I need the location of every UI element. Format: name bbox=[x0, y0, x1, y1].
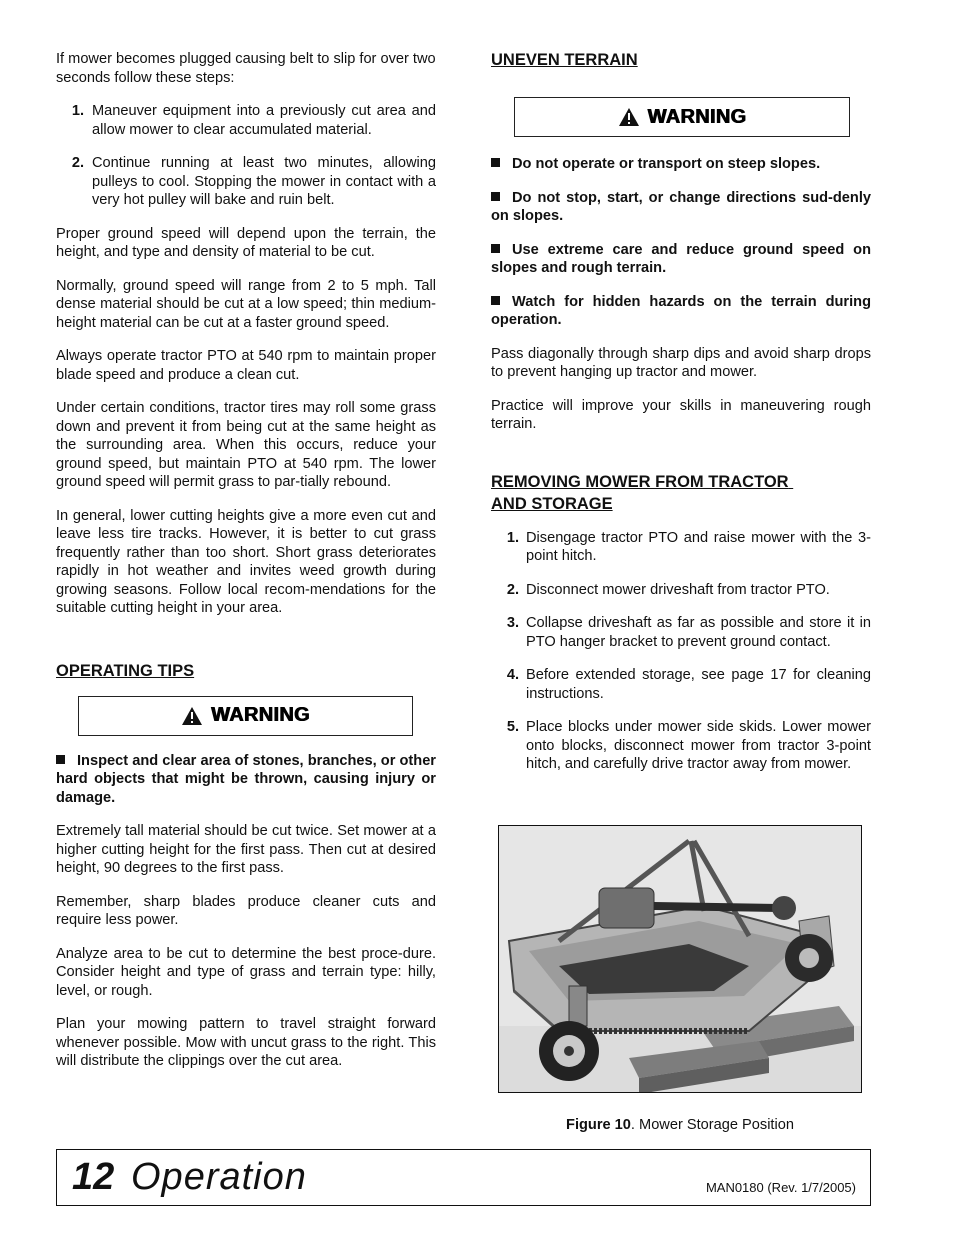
paragraph: Extremely tall material should be cut twice. Set mower at a higher cutting height for the first pass. Then cut at desired height, 90 degrees to the first pass. bbox=[56, 823, 436, 876]
page-footer bbox=[56, 1149, 871, 1206]
safety-bullet: Inspect and clear area of stones, branches, or other hard objects that might be thrown, causing injury or damage. bbox=[56, 752, 436, 806]
paragraph: In general, lower cutting heights give a more even cut and leave less tire tracks. However, it is better to cut grass frequently rather than too short. Short grass deteriorates rapidly in hot weather and invites weed growth during growing seasons. Follow local recom-mendations for the suitable cutting height in your area. bbox=[56, 507, 436, 616]
list-item: 2. Continue running at least two minutes, allowing pulleys to cool. Stopping the mower in contact with a very hot pulley will bake and ruin belt. bbox=[71, 155, 436, 208]
intro-paragraph: If mower becomes plugged causing belt to slip for over two seconds follow these steps: bbox=[56, 51, 436, 86]
bullet-square-icon bbox=[491, 158, 500, 167]
warning-box bbox=[78, 696, 413, 736]
uneven-terrain-heading: UNEVEN TERRAIN bbox=[491, 51, 638, 69]
bullet-square-icon bbox=[491, 192, 500, 201]
warning-label: WARNING bbox=[211, 704, 310, 726]
paragraph: Always operate tractor PTO at 540 rpm to maintain proper blade speed and produce a clean cut. bbox=[56, 348, 436, 383]
warning-triangle-icon bbox=[618, 107, 640, 127]
paragraph: Normally, ground speed will range from 2 to 5 mph. Tall dense material should be cut at a low speed; thin medium-height material can be cut at a faster ground speed. bbox=[56, 277, 436, 331]
operating-tips-heading: OPERATING TIPS bbox=[56, 661, 195, 680]
mower-illustration bbox=[499, 826, 862, 1093]
document-id: MAN0180 (Rev. 1/7/2005) bbox=[705, 1180, 856, 1195]
warning-box bbox=[514, 97, 850, 137]
bullet-square-icon bbox=[491, 296, 500, 305]
paragraph: Proper ground speed will depend upon the terrain, the height, and type and density of material to be cut. bbox=[56, 225, 436, 260]
safety-bullet: Use extreme care and reduce ground speed on slopes and rough terrain. bbox=[491, 241, 871, 276]
warning-label: WARNING bbox=[647, 105, 747, 128]
list-item: 4. Before extended storage, see page 17 for cleaning instructions. bbox=[506, 667, 871, 702]
list-item: 5. Place blocks under mower side skids. Lower mower onto blocks, disconnect mower from tractor 3-point hitch, and carefully drive tractor away from mower. bbox=[506, 719, 871, 772]
list-item: 2. Disconnect mower driveshaft from tractor PTO. bbox=[506, 581, 830, 598]
list-item: 1. Maneuver equipment into a previously cut area and allow mower to clear accumulated material. bbox=[71, 103, 436, 138]
safety-bullet: Watch for hidden hazards on the terrain during operation. bbox=[491, 293, 871, 328]
right-column bbox=[491, 50, 871, 789]
paragraph: Under certain conditions, tractor tires may roll some grass down and prevent it from being cut at the same height as the surrounding area. When this occurs, reduce your ground speed, but maintain PTO at 540 rpm. The lower ground speed will permit grass to par-tially rebound. bbox=[56, 400, 436, 490]
left-column bbox=[56, 50, 436, 1086]
paragraph: Practice will improve your skills in maneuvering rough terrain. bbox=[491, 397, 871, 432]
safety-bullet: Do not operate or transport on steep slopes. bbox=[491, 155, 871, 174]
bullet-square-icon bbox=[491, 244, 500, 253]
list-item: 3. Collapse driveshaft as far as possible and store it in PTO hanger bracket to prevent ground contact. bbox=[506, 615, 871, 650]
paragraph: Pass diagonally through sharp dips and avoid sharp drops to prevent hanging up tractor and mower. bbox=[491, 345, 871, 380]
paragraph: Analyze area to be cut to determine the best proce-dure. Consider height and type of grass and terrain type: hilly, level, or rough. bbox=[56, 945, 436, 999]
paragraph: Plan your mowing pattern to travel straight forward whenever possible. Mow with uncut grass to the right. This will distribute the clippings over the cut area. bbox=[56, 1016, 436, 1069]
paragraph: Remember, sharp blades produce cleaner cuts and require less power. bbox=[56, 893, 436, 928]
bullet-square-icon bbox=[56, 755, 65, 764]
list-item: 1. Disengage tractor PTO and raise mower with the 3-point hitch. bbox=[506, 529, 871, 564]
page-number: 12 bbox=[72, 1156, 115, 1198]
removing-mower-heading: REMOVING MOWER FROM TRACTOR AND STORAGE bbox=[491, 472, 789, 513]
warning-triangle-icon bbox=[181, 706, 203, 726]
section-title: Operation bbox=[131, 1156, 307, 1198]
mower-storage-photo bbox=[498, 825, 862, 1093]
figure-caption: Figure 10. Mower Storage Position bbox=[566, 1117, 794, 1133]
safety-bullet: Do not stop, start, or change directions sud-denly on slopes. bbox=[491, 189, 871, 224]
